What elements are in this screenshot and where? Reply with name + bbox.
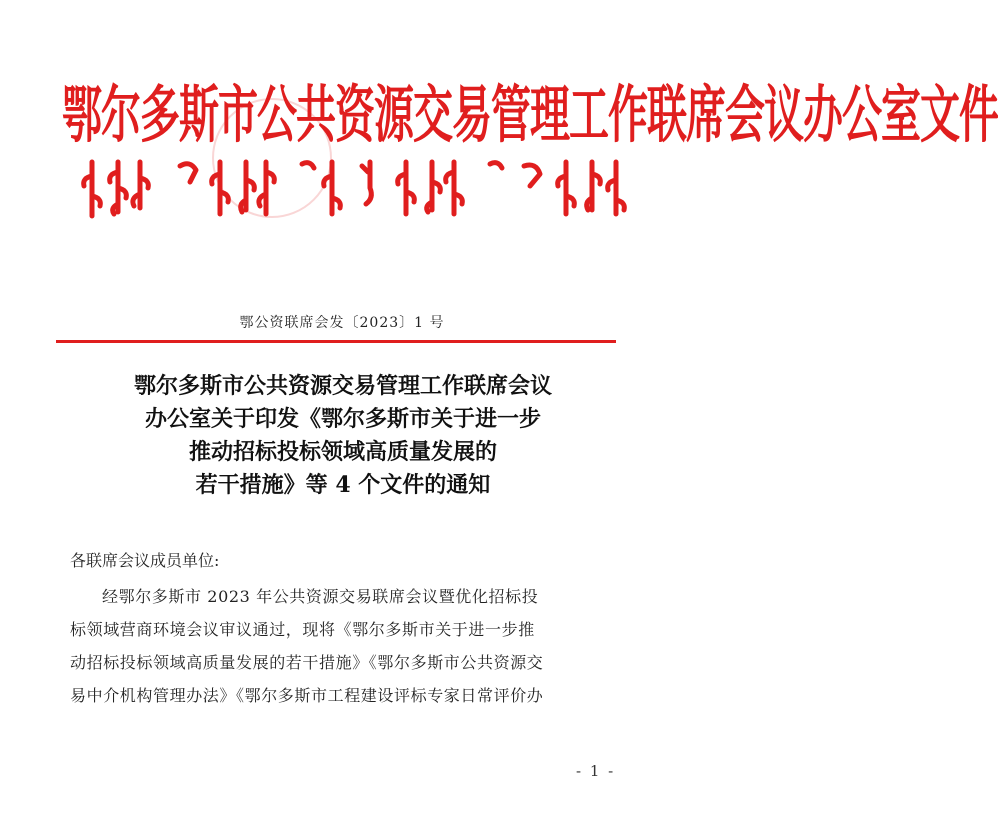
- red-header-title: 鄂尔多斯市公共资源交易管理工作联席会议办公室文件: [62, 78, 998, 152]
- title-line: 推动招标投标领域高质量发展的: [188, 439, 497, 465]
- body-line: 动招标投标领域高质量发展的若干措施》《鄂尔多斯市公共资源交: [70, 653, 544, 672]
- body-line: 标领域营商环境会议审议通过，现将《鄂尔多斯市关于进一步推: [70, 620, 535, 639]
- document-number: 鄂公资联席会发〔2023〕1 号: [239, 315, 445, 331]
- title-line: 若干措施》等 4 个文件的通知: [195, 472, 491, 498]
- title-line: 办公室关于印发《鄂尔多斯市关于进一步: [144, 406, 541, 432]
- body-line: 易中介机构管理办法》《鄂尔多斯市工程建设评标专家日常评价办: [70, 686, 544, 705]
- mongolian-script-header: [70, 158, 630, 220]
- page-number: - 1 -: [576, 762, 616, 780]
- body-line: 经鄂尔多斯市 2023 年公共资源交易联席会议暨优化招标投: [102, 587, 539, 606]
- document-title: [70, 370, 616, 502]
- salutation: 各联席会议成员单位:: [70, 551, 220, 570]
- body-paragraph: [70, 580, 630, 712]
- title-line: 鄂尔多斯市公共资源交易管理工作联席会议: [133, 373, 552, 399]
- red-divider-line: [56, 340, 616, 343]
